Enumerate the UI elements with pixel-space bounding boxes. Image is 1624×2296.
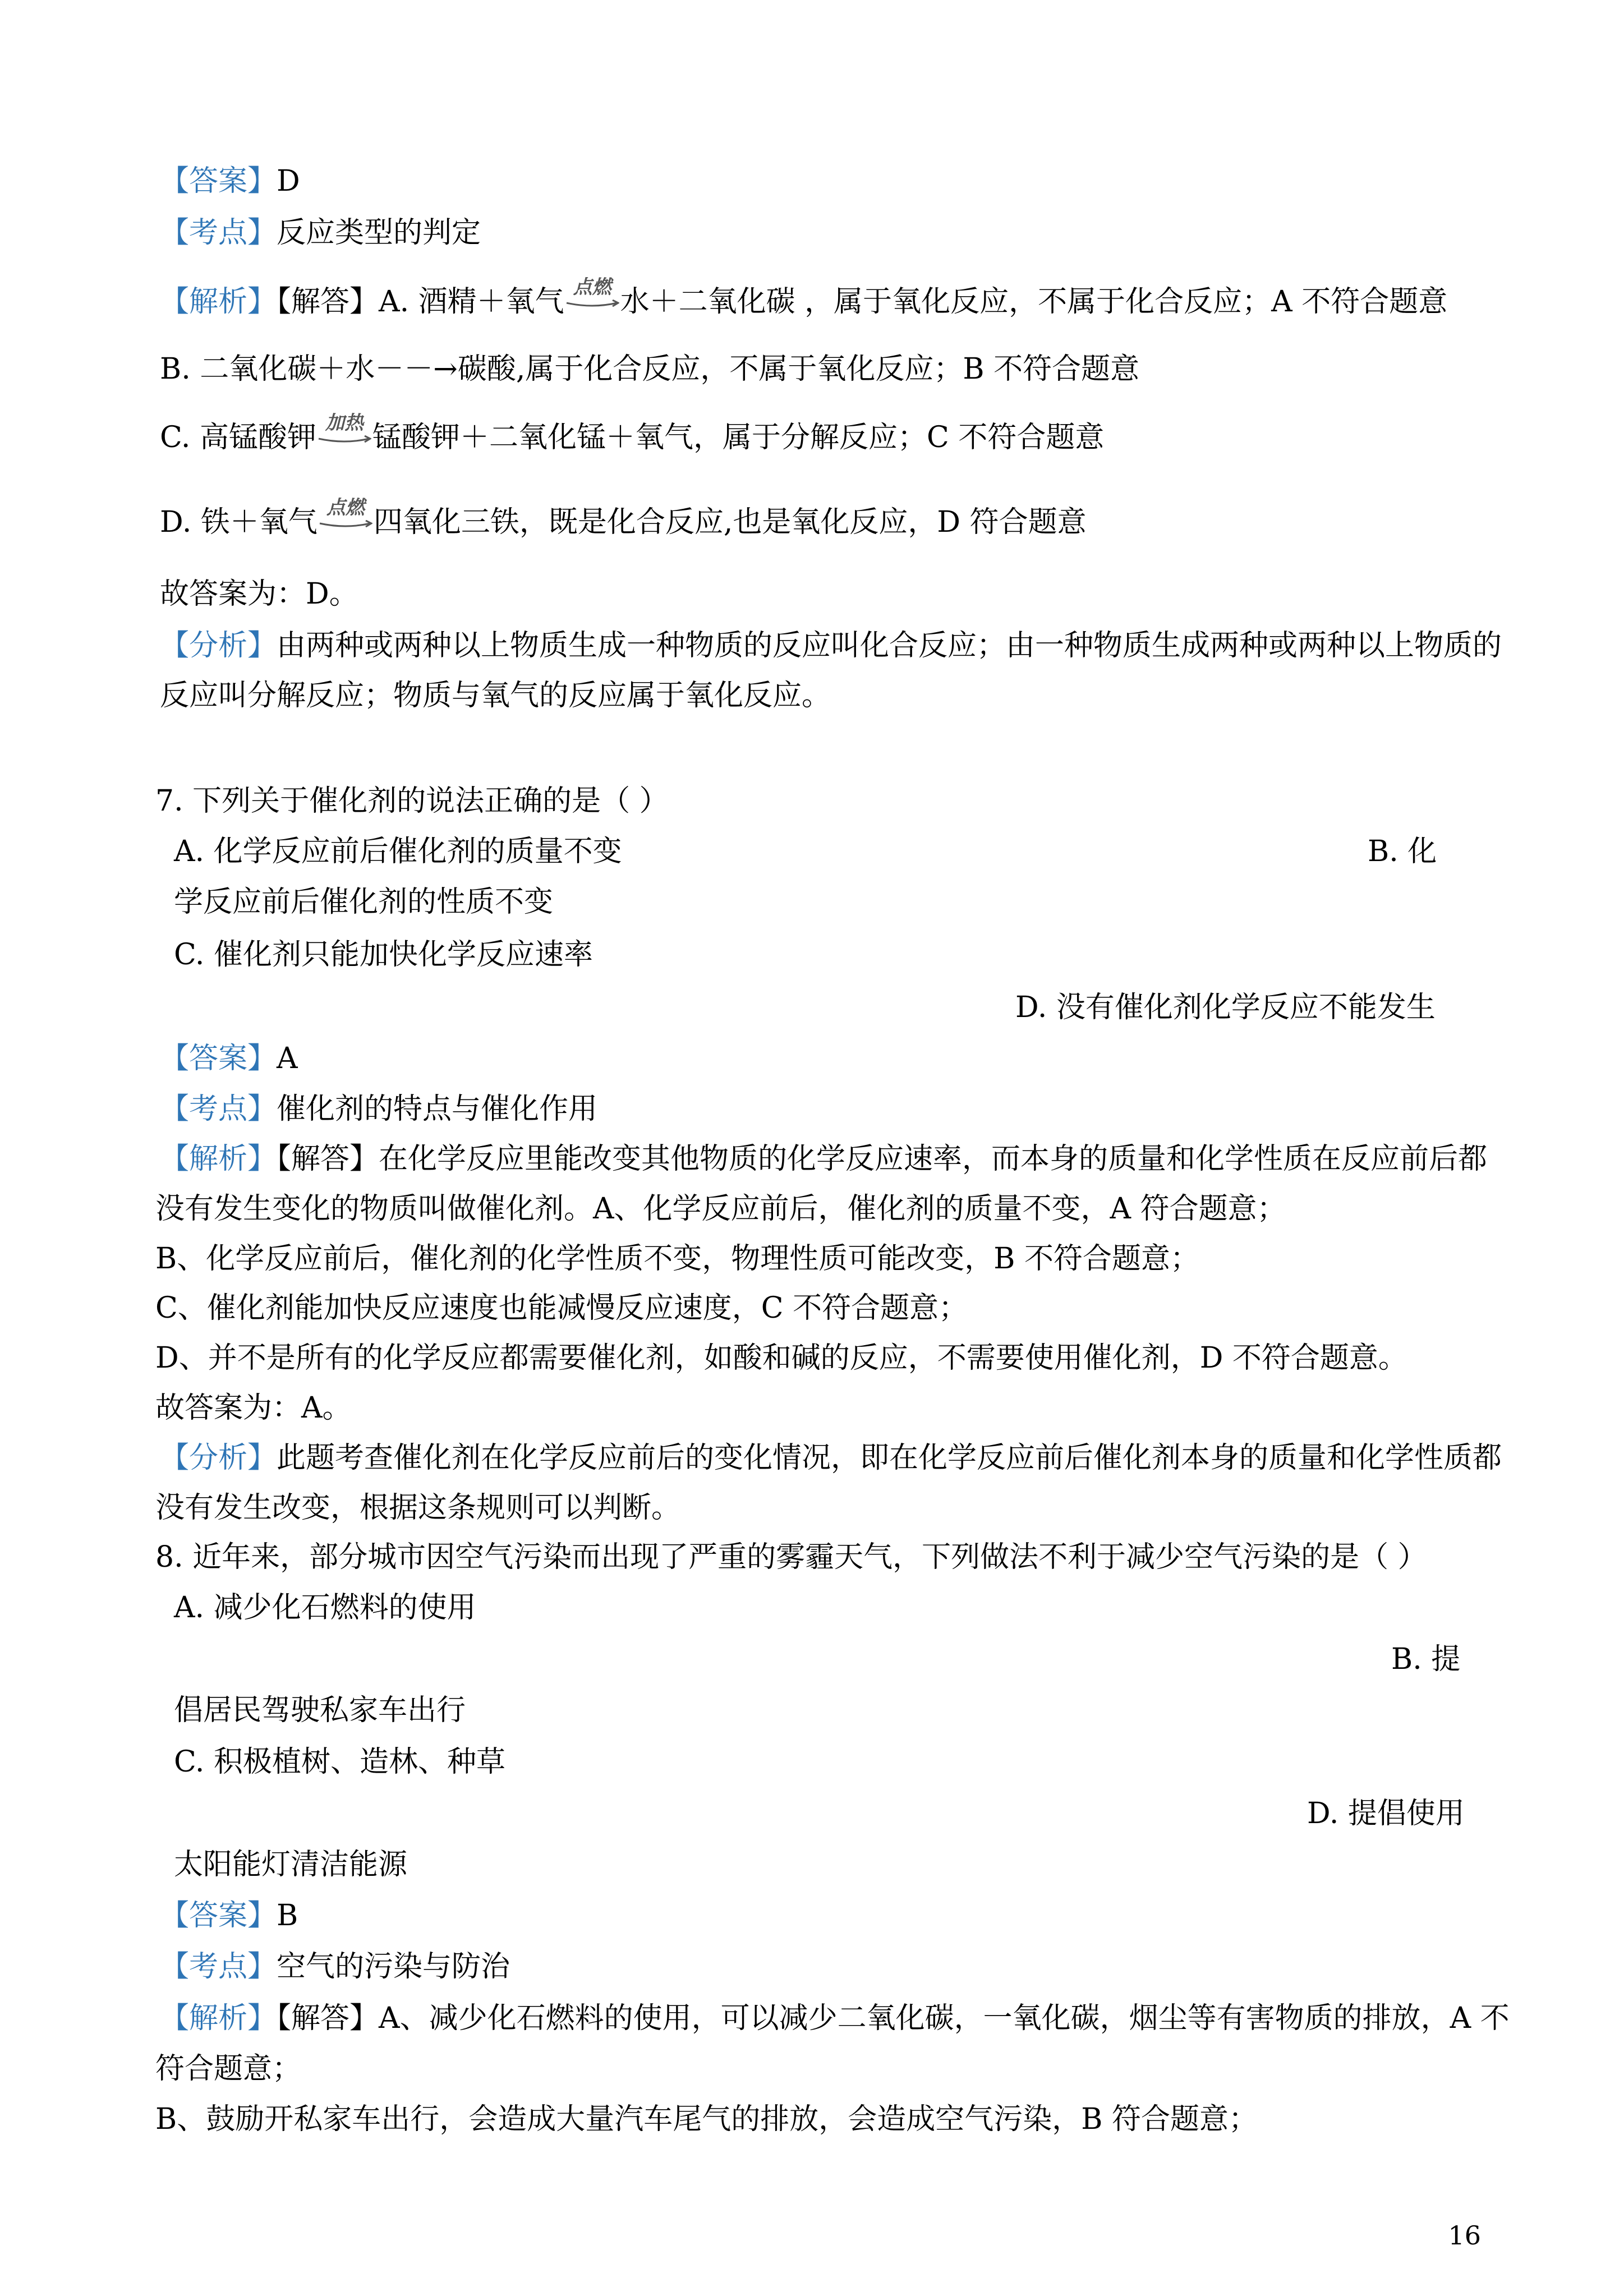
reaction-condition: 点燃 bbox=[573, 276, 611, 298]
answer-value: D bbox=[277, 164, 300, 198]
q8-option-d-cont: 太阳能灯清洁能源 bbox=[174, 1848, 408, 1881]
q7-option-d: D. 没有催化剂化学反应不能发生 bbox=[1015, 991, 1436, 1024]
page-number: 16 bbox=[1448, 2220, 1481, 2251]
q7-solution-4: C、催化剂能加快反应速度也能减慢反应速度，C 不符合题意； bbox=[155, 1291, 968, 1325]
q7-conclusion: 故答案为：A。 bbox=[155, 1391, 352, 1425]
q6-solution-c bbox=[160, 412, 1105, 455]
topic-tag: 【考点】 bbox=[160, 1092, 277, 1126]
reaction-arrow-icon bbox=[565, 276, 619, 320]
q7-stem: 7. 下列关于催化剂的说法正确的是（ ） bbox=[155, 784, 669, 818]
solution-text: 【解答】在化学反应里能改变其他物质的化学反应速率，而本身的质量和化学性质在反应前后都 bbox=[277, 1142, 1488, 1176]
answer-tag: 【答案】 bbox=[160, 164, 277, 198]
commentary-text: 由两种或两种以上物质生成一种物质的反应叫化合反应；由一种物质生成两种或两种以上物质的 bbox=[277, 629, 1502, 662]
q6-commentary bbox=[160, 628, 1502, 664]
q6-conclusion: 故答案为：D。 bbox=[160, 577, 358, 611]
topic-value: 空气的污染与防治 bbox=[277, 1950, 510, 1984]
q8-solution-3: B、鼓励开私家车出行，会造成大量汽车尾气的排放，会造成空气污染，B 符合题意； bbox=[155, 2102, 1258, 2136]
reaction-arrow-icon bbox=[318, 412, 371, 455]
q6-solution-d bbox=[160, 496, 1087, 540]
q7-option-c: C. 催化剂只能加快化学反应速率 bbox=[174, 938, 593, 972]
q7-option-a: A. 化学反应前后催化剂的质量不变 bbox=[174, 835, 622, 868]
commentary-text: 此题考查催化剂在化学反应前后的变化情况，即在化学反应前后催化剂本身的质量和化学性质都 bbox=[277, 1441, 1502, 1475]
q8-solution-2: 符合题意； bbox=[155, 2052, 302, 2086]
solution-text: C. 高锰酸钾 bbox=[160, 421, 316, 454]
answer-value: B bbox=[277, 1899, 298, 1932]
q7-option-b-cont: 学反应前后催化剂的性质不变 bbox=[174, 885, 554, 919]
q8-option-b-cont: 倡居民驾驶私家车出行 bbox=[174, 1694, 466, 1727]
topic-tag: 【考点】 bbox=[160, 1950, 277, 1984]
q6-answer-line bbox=[160, 163, 300, 199]
q8-option-b: B. 提 bbox=[1391, 1642, 1461, 1676]
q6-solution-a bbox=[160, 276, 1448, 320]
q7-answer-line bbox=[160, 1041, 298, 1076]
topic-value: 催化剂的特点与催化作用 bbox=[277, 1092, 598, 1126]
q8-solution-1 bbox=[160, 2000, 1510, 2036]
q6-commentary-cont: 反应叫分解反应；物质与氧气的反应属于氧化反应。 bbox=[160, 679, 831, 712]
solution-text: D. 铁＋氧气 bbox=[160, 505, 318, 539]
reaction-condition: 加热 bbox=[325, 412, 364, 434]
q6-topic-line bbox=[160, 215, 481, 251]
analysis-tag: 【解析】 bbox=[160, 1142, 277, 1176]
q7-solution-1 bbox=[160, 1141, 1487, 1177]
q8-topic-line bbox=[160, 1949, 510, 1985]
solution-text: 【解答】A. 酒精＋氧气 bbox=[277, 285, 564, 319]
q7-solution-3: B、化学反应前后，催化剂的化学性质不变，物理性质可能改变，B 不符合题意； bbox=[155, 1242, 1199, 1276]
solution-text: 锰酸钾＋二氧化锰＋氧气，属于分解反应；C 不符合题意 bbox=[372, 421, 1105, 454]
q8-option-a: A. 减少化石燃料的使用 bbox=[174, 1591, 476, 1625]
q8-stem: 8. 近年来，部分城市因空气污染而出现了严重的雾霾天气，下列做法不利于减少空气污染的是（ ） bbox=[155, 1540, 1427, 1574]
answer-tag: 【答案】 bbox=[160, 1042, 277, 1075]
topic-value: 反应类型的判定 bbox=[277, 216, 481, 250]
q7-solution-2: 没有发生变化的物质叫做催化剂。A、化学反应前后，催化剂的质量不变，A 符合题意； bbox=[155, 1192, 1286, 1226]
analysis-tag: 【解析】 bbox=[160, 285, 277, 319]
q8-option-d: D. 提倡使用 bbox=[1307, 1797, 1465, 1830]
reaction-condition: 点燃 bbox=[326, 496, 365, 519]
solution-text: B. 二氧化碳＋水－－→碳酸,属于化合反应，不属于氧化反应；B 不符合题意 bbox=[160, 352, 1140, 386]
q7-commentary-cont: 没有发生改变，根据这条规则可以判断。 bbox=[155, 1491, 681, 1525]
q8-answer-line bbox=[160, 1898, 298, 1934]
solution-text: 【解答】A、减少化石燃料的使用，可以减少二氧化碳，一氧化碳，烟尘等有害物质的排放，A 不 bbox=[277, 2001, 1510, 2035]
commentary-tag: 【分析】 bbox=[160, 629, 277, 662]
q7-commentary bbox=[160, 1440, 1502, 1476]
solution-text: 水＋二氧化碳 ，属于氧化反应，不属于化合反应；A 不符合题意 bbox=[620, 285, 1448, 319]
answer-value: A bbox=[277, 1042, 298, 1075]
q7-option-b: B. 化 bbox=[1368, 835, 1437, 868]
reaction-arrow-icon bbox=[319, 496, 372, 540]
commentary-tag: 【分析】 bbox=[160, 1441, 277, 1475]
solution-text: 四氧化三铁，既是化合反应,也是氧化反应，D 符合题意 bbox=[373, 505, 1087, 539]
q6-solution-b bbox=[160, 351, 1139, 387]
topic-tag: 【考点】 bbox=[160, 216, 277, 250]
answer-tag: 【答案】 bbox=[160, 1899, 277, 1932]
q7-topic-line bbox=[160, 1091, 597, 1127]
q7-solution-5: D、并不是所有的化学反应都需要催化剂，如酸和碱的反应，不需要使用催化剂，D 不符合题意。 bbox=[155, 1341, 1407, 1375]
analysis-tag: 【解析】 bbox=[160, 2001, 277, 2035]
q8-option-c: C. 积极植树、造林、种草 bbox=[174, 1745, 505, 1779]
